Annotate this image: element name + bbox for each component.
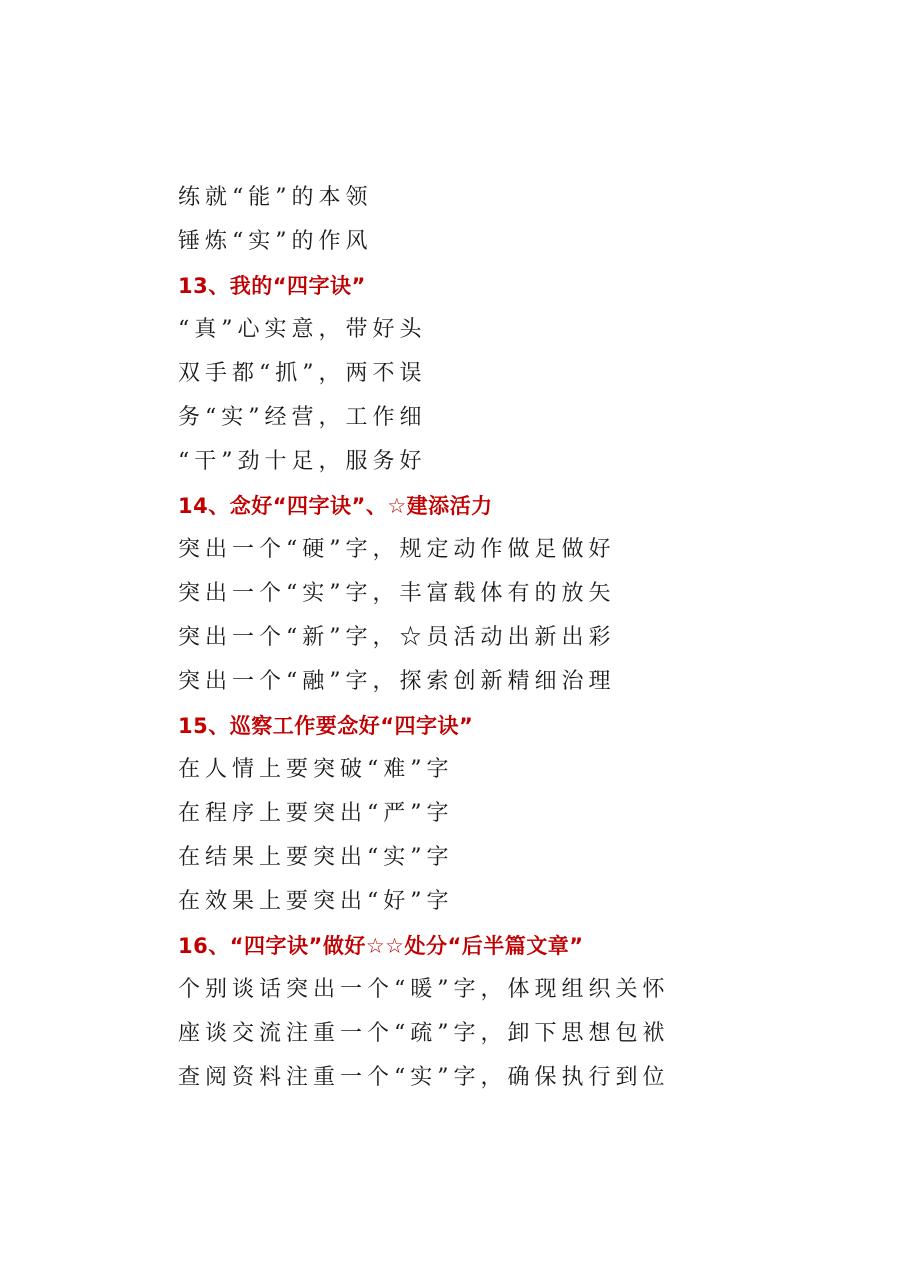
body-line: 突出一个“新”字，☆员活动出新出彩 [178,625,616,650]
section-heading-16: 16、“四字诀”做好☆☆处分“后半篇文章” [178,934,584,958]
body-line: 座谈交流注重一个“疏”字，卸下思想包袱 [178,1021,670,1046]
body-line: “干”劲十足，服务好 [178,449,427,474]
body-line: 突出一个“硬”字，规定动作做足做好 [178,537,616,562]
section-heading-13: 13、我的“四字诀” [178,274,366,298]
body-line: “真”心实意，带好头 [178,317,427,342]
body-line: 个别谈话突出一个“暖”字，体现组织关怀 [178,977,670,1002]
section-heading-15: 15、巡察工作要念好“四字诀” [178,714,474,738]
body-line: 查阅资料注重一个“实”字，确保执行到位 [178,1065,670,1090]
body-line: 双手都“抓”，两不误 [178,361,427,386]
body-line: 练就“能”的本领 [178,185,373,210]
body-line: 突出一个“实”字，丰富载体有的放矢 [178,581,616,606]
body-line: 突出一个“融”字，探索创新精细治理 [178,669,616,694]
document-content [178,176,878,1100]
body-line: 在人情上要突破“难”字 [178,757,454,782]
body-line: 在程序上要突出“严”字 [178,801,454,826]
body-line: 锤炼“实”的作风 [178,229,373,254]
section-heading-14: 14、念好“四字诀”、☆建添活力 [178,494,493,518]
body-line: 在效果上要突出“好”字 [178,889,454,914]
body-line: 在结果上要突出“实”字 [178,845,454,870]
body-line: 务“实”经营，工作细 [178,405,427,430]
